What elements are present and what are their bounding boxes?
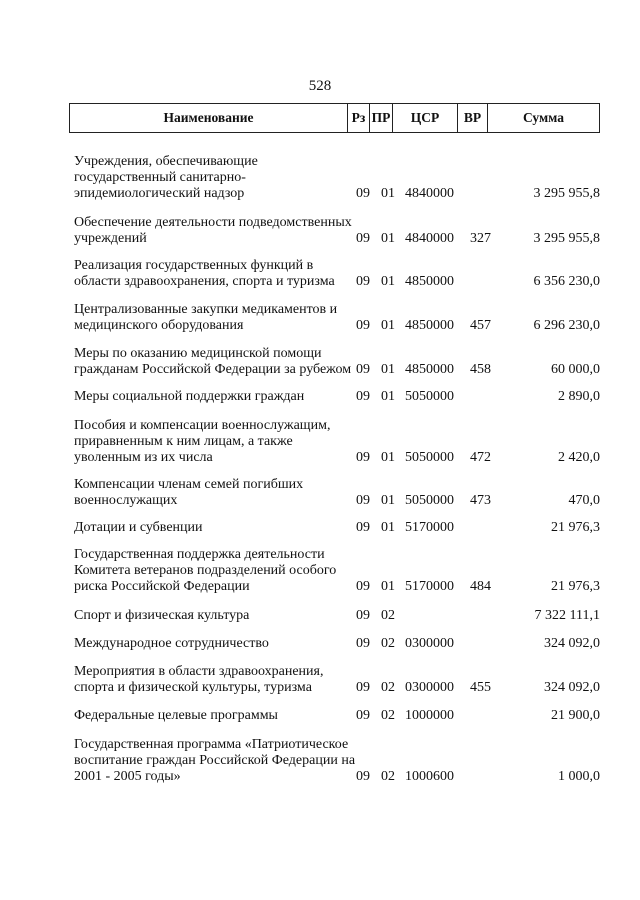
row-pr: 01 bbox=[381, 274, 395, 289]
row-rz: 09 bbox=[356, 318, 370, 333]
row-csr: 4850000 bbox=[405, 318, 454, 333]
row-csr: 5050000 bbox=[405, 450, 454, 465]
row-rz: 09 bbox=[356, 231, 370, 246]
row-sum: 324 092,0 bbox=[544, 636, 600, 651]
table-row bbox=[0, 547, 640, 595]
row-sum: 3 295 955,8 bbox=[533, 231, 600, 246]
row-sum: 470,0 bbox=[568, 493, 600, 508]
row-csr: 4840000 bbox=[405, 231, 454, 246]
row-pr: 01 bbox=[381, 520, 395, 535]
table-row bbox=[0, 346, 640, 378]
row-vr: 472 bbox=[470, 450, 491, 465]
row-sum: 21 976,3 bbox=[551, 579, 600, 594]
row-csr: 0300000 bbox=[405, 636, 454, 651]
row-name: Государственная программа «Патриотическое воспитание граждан Российской Федерации на 2001 - 2005 годы» bbox=[74, 737, 356, 784]
table-row bbox=[0, 608, 640, 624]
table-row bbox=[0, 302, 640, 334]
row-csr: 1000600 bbox=[405, 769, 454, 784]
row-name: Меры социальной поддержки граждан bbox=[74, 389, 305, 404]
row-name: Учреждения, обеспечивающие государственный санитарно- эпидемиологический надзор bbox=[74, 154, 258, 201]
row-csr: 5050000 bbox=[405, 493, 454, 508]
row-name: Дотации и субвенции bbox=[74, 520, 203, 535]
row-csr: 4840000 bbox=[405, 186, 454, 201]
row-name: Мероприятия в области здравоохранения, спорта и физической культуры, туризма bbox=[74, 664, 324, 695]
row-pr: 01 bbox=[381, 450, 395, 465]
row-sum: 324 092,0 bbox=[544, 680, 600, 695]
row-csr: 5170000 bbox=[405, 520, 454, 535]
row-name: Международное сотрудничество bbox=[74, 636, 269, 651]
row-rz: 09 bbox=[356, 636, 370, 651]
row-vr: 455 bbox=[470, 680, 491, 695]
row-pr: 01 bbox=[381, 579, 395, 594]
row-name: Федеральные целевые программы bbox=[74, 708, 278, 723]
row-pr: 02 bbox=[381, 680, 395, 695]
row-rz: 09 bbox=[356, 608, 370, 623]
row-sum: 6 296 230,0 bbox=[533, 318, 600, 333]
row-sum: 21 900,0 bbox=[551, 708, 600, 723]
row-vr: 484 bbox=[470, 579, 491, 594]
row-pr: 01 bbox=[381, 493, 395, 508]
row-name: Реализация государственных функций в области здравоохранения, спорта и туризма bbox=[74, 258, 335, 289]
table-row bbox=[0, 737, 640, 785]
row-pr: 01 bbox=[381, 318, 395, 333]
row-csr: 5050000 bbox=[405, 389, 454, 404]
row-rz: 09 bbox=[356, 579, 370, 594]
header-sum: Сумма bbox=[522, 110, 565, 125]
row-name: Государственная поддержка деятельности Комитета ветеранов подразделений особого риска Российской Федерации bbox=[74, 547, 337, 594]
row-pr: 01 bbox=[381, 231, 395, 246]
table-row bbox=[0, 215, 640, 247]
row-pr: 02 bbox=[381, 608, 395, 623]
row-name: Спорт и физическая культура bbox=[74, 608, 250, 623]
row-csr: 4850000 bbox=[405, 274, 454, 289]
table-row bbox=[0, 636, 640, 652]
row-sum: 1 000,0 bbox=[558, 769, 600, 784]
table-row bbox=[0, 664, 640, 696]
row-rz: 09 bbox=[356, 708, 370, 723]
row-sum: 3 295 955,8 bbox=[533, 186, 600, 201]
row-vr: 473 bbox=[470, 493, 491, 508]
row-sum: 6 356 230,0 bbox=[533, 274, 600, 289]
table-row bbox=[0, 708, 640, 724]
row-pr: 02 bbox=[381, 636, 395, 651]
row-pr: 01 bbox=[381, 186, 395, 201]
row-vr: 327 bbox=[470, 231, 491, 246]
page-number: 528 bbox=[308, 78, 332, 94]
row-sum: 60 000,0 bbox=[551, 362, 600, 377]
row-name: Централизованные закупки медикаментов и медицинского оборудования bbox=[74, 302, 338, 333]
row-sum: 2 420,0 bbox=[558, 450, 600, 465]
row-csr: 0300000 bbox=[405, 680, 454, 695]
header-pr: ПР bbox=[370, 104, 393, 132]
row-pr: 01 bbox=[381, 362, 395, 377]
table-row bbox=[0, 154, 640, 202]
row-rz: 09 bbox=[356, 520, 370, 535]
header-csr: ЦСР bbox=[393, 104, 458, 132]
row-rz: 09 bbox=[356, 389, 370, 404]
row-vr: 458 bbox=[470, 362, 491, 377]
row-rz: 09 bbox=[356, 680, 370, 695]
header-rz: Рз bbox=[348, 104, 370, 132]
row-pr: 01 bbox=[381, 389, 395, 404]
header-vr: ВР bbox=[458, 104, 488, 132]
table-row bbox=[0, 520, 640, 536]
row-name: Обеспечение деятельности подведомственных учреждений bbox=[74, 215, 352, 246]
row-vr: 457 bbox=[470, 318, 491, 333]
row-name: Пособия и компенсации военнослужащим, приравненным к ним лицам, а также уволенным из их числа bbox=[74, 418, 331, 465]
table-row bbox=[0, 389, 640, 405]
row-sum: 21 976,3 bbox=[551, 520, 600, 535]
row-pr: 02 bbox=[381, 769, 395, 784]
row-csr: 4850000 bbox=[405, 362, 454, 377]
table-row bbox=[0, 258, 640, 290]
row-rz: 09 bbox=[356, 450, 370, 465]
row-csr: 1000000 bbox=[405, 708, 454, 723]
row-name: Компенсации членам семей погибших военнослужащих bbox=[74, 477, 304, 508]
row-rz: 09 bbox=[356, 274, 370, 289]
row-rz: 09 bbox=[356, 362, 370, 377]
row-name: Меры по оказанию медицинской помощи гражданам Российской Федерации за рубежом bbox=[74, 346, 352, 377]
row-rz: 09 bbox=[356, 493, 370, 508]
row-rz: 09 bbox=[356, 769, 370, 784]
table-row bbox=[0, 418, 640, 466]
row-sum: 2 890,0 bbox=[558, 389, 600, 404]
table-row bbox=[0, 477, 640, 509]
row-rz: 09 bbox=[356, 186, 370, 201]
row-sum: 7 322 111,1 bbox=[534, 608, 600, 623]
row-pr: 02 bbox=[381, 708, 395, 723]
header-name: Наименование bbox=[70, 104, 348, 132]
row-csr: 5170000 bbox=[405, 579, 454, 594]
